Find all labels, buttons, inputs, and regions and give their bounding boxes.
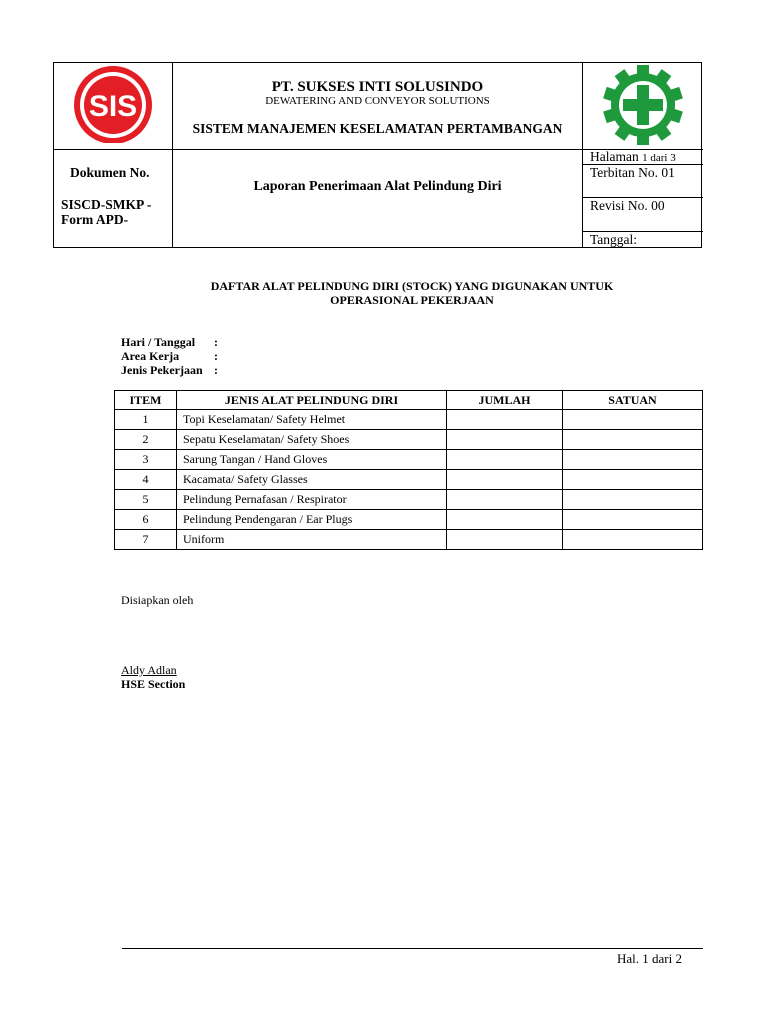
document-title-cell <box>173 149 582 249</box>
header-jenis: JENIS ALAT PELINDUNG DIRI <box>177 391 447 410</box>
document-number-line1: SISCD-SMKP - <box>61 197 152 212</box>
company-info <box>173 63 582 149</box>
row-satuan[interactable] <box>563 530 703 550</box>
header-jumlah: JUMLAH <box>447 391 563 410</box>
row-jumlah[interactable] <box>447 470 563 490</box>
row-jumlah[interactable] <box>447 430 563 450</box>
system-name: SISTEM MANAJEMEN KESELAMATAN PERTAMBANGAN <box>192 121 563 136</box>
area-kerja-colon: : <box>214 349 218 363</box>
header-divider-right <box>582 63 583 247</box>
revisi-number: Revisi No. 00 <box>590 198 665 213</box>
row-satuan[interactable] <box>563 430 703 450</box>
jenis-pekerjaan-label: Jenis Pekerjaan <box>121 363 203 377</box>
row-jumlah[interactable] <box>447 410 563 430</box>
row-jenis: Topi Keselamatan/ Safety Helmet <box>177 410 447 430</box>
row-jumlah[interactable] <box>447 490 563 510</box>
terbitan-number: Terbitan No. 01 <box>590 165 675 180</box>
row-satuan[interactable] <box>563 510 703 530</box>
hari-tanggal-label: Hari / Tanggal <box>121 335 196 349</box>
table-row <box>115 410 703 430</box>
jenis-pekerjaan-colon: : <box>214 363 218 377</box>
tanggal-label: Tanggal: <box>590 232 638 247</box>
row-jenis: Uniform <box>177 530 447 550</box>
row-satuan[interactable] <box>563 490 703 510</box>
row-item: 1 <box>115 410 177 430</box>
row-satuan[interactable] <box>563 410 703 430</box>
row-jumlah[interactable] <box>447 530 563 550</box>
document-number-line2: Form APD- <box>61 212 129 227</box>
table-row <box>115 450 703 470</box>
row-jenis: Pelindung Pendengaran / Ear Plugs <box>177 510 447 530</box>
row-jenis: Sarung Tangan / Hand Gloves <box>177 450 447 470</box>
area-kerja-label: Area Kerja <box>121 349 180 363</box>
row-item: 5 <box>115 490 177 510</box>
halaman-value: 1 dari 3 <box>642 152 676 164</box>
signatory-name: Aldy Adlan <box>121 663 177 677</box>
row-satuan[interactable] <box>563 450 703 470</box>
list-title-line2: OPERASIONAL PEKERJAAN <box>330 293 494 307</box>
row-item: 2 <box>115 430 177 450</box>
row-jenis: Kacamata/ Safety Glasses <box>177 470 447 490</box>
document-title: Laporan Penerimaan Alat Pelindung Diri <box>253 179 502 194</box>
company-name: PT. SUKSES INTI SOLUSINDO <box>271 79 484 95</box>
sis-logo <box>69 65 159 143</box>
row-item: 6 <box>115 510 177 530</box>
row-item: 7 <box>115 530 177 550</box>
list-title-line1: DAFTAR ALAT PELINDUNG DIRI (STOCK) YANG DIGUNAKAN UNTUK <box>210 279 614 293</box>
safety-cross-logo <box>598 64 688 146</box>
document-header <box>53 62 702 248</box>
halaman-label: Halaman <box>590 149 639 164</box>
row-item: 3 <box>115 450 177 470</box>
row-jumlah[interactable] <box>447 510 563 530</box>
row-jenis: Pelindung Pernafasan / Respirator <box>177 490 447 510</box>
row-item: 4 <box>115 470 177 490</box>
footer-page-number: Hal. 1 dari 2 <box>617 951 682 966</box>
sis-logo-text: SIS <box>88 90 138 123</box>
row-satuan[interactable] <box>563 470 703 490</box>
company-subtitle: DEWATERING AND CONVEYOR SOLUTIONS <box>265 95 490 107</box>
table-row <box>115 490 703 510</box>
document-number-cell <box>54 149 172 249</box>
table-header-row <box>115 391 703 410</box>
table-row <box>115 430 703 450</box>
table-row <box>115 530 703 550</box>
table-row <box>115 510 703 530</box>
row-jumlah[interactable] <box>447 450 563 470</box>
prepared-by-label: Disiapkan oleh <box>121 593 194 607</box>
row-jenis: Sepatu Keselamatan/ Safety Shoes <box>177 430 447 450</box>
header-satuan: SATUAN <box>563 391 703 410</box>
apd-table <box>114 390 703 550</box>
footer-divider <box>122 948 703 949</box>
signatory-position: HSE Section <box>121 677 186 691</box>
hari-tanggal-colon: : <box>214 335 218 349</box>
document-label: Dokumen No. <box>70 165 150 180</box>
table-row <box>115 470 703 490</box>
halaman-cell <box>590 149 676 165</box>
header-item: ITEM <box>115 391 177 410</box>
